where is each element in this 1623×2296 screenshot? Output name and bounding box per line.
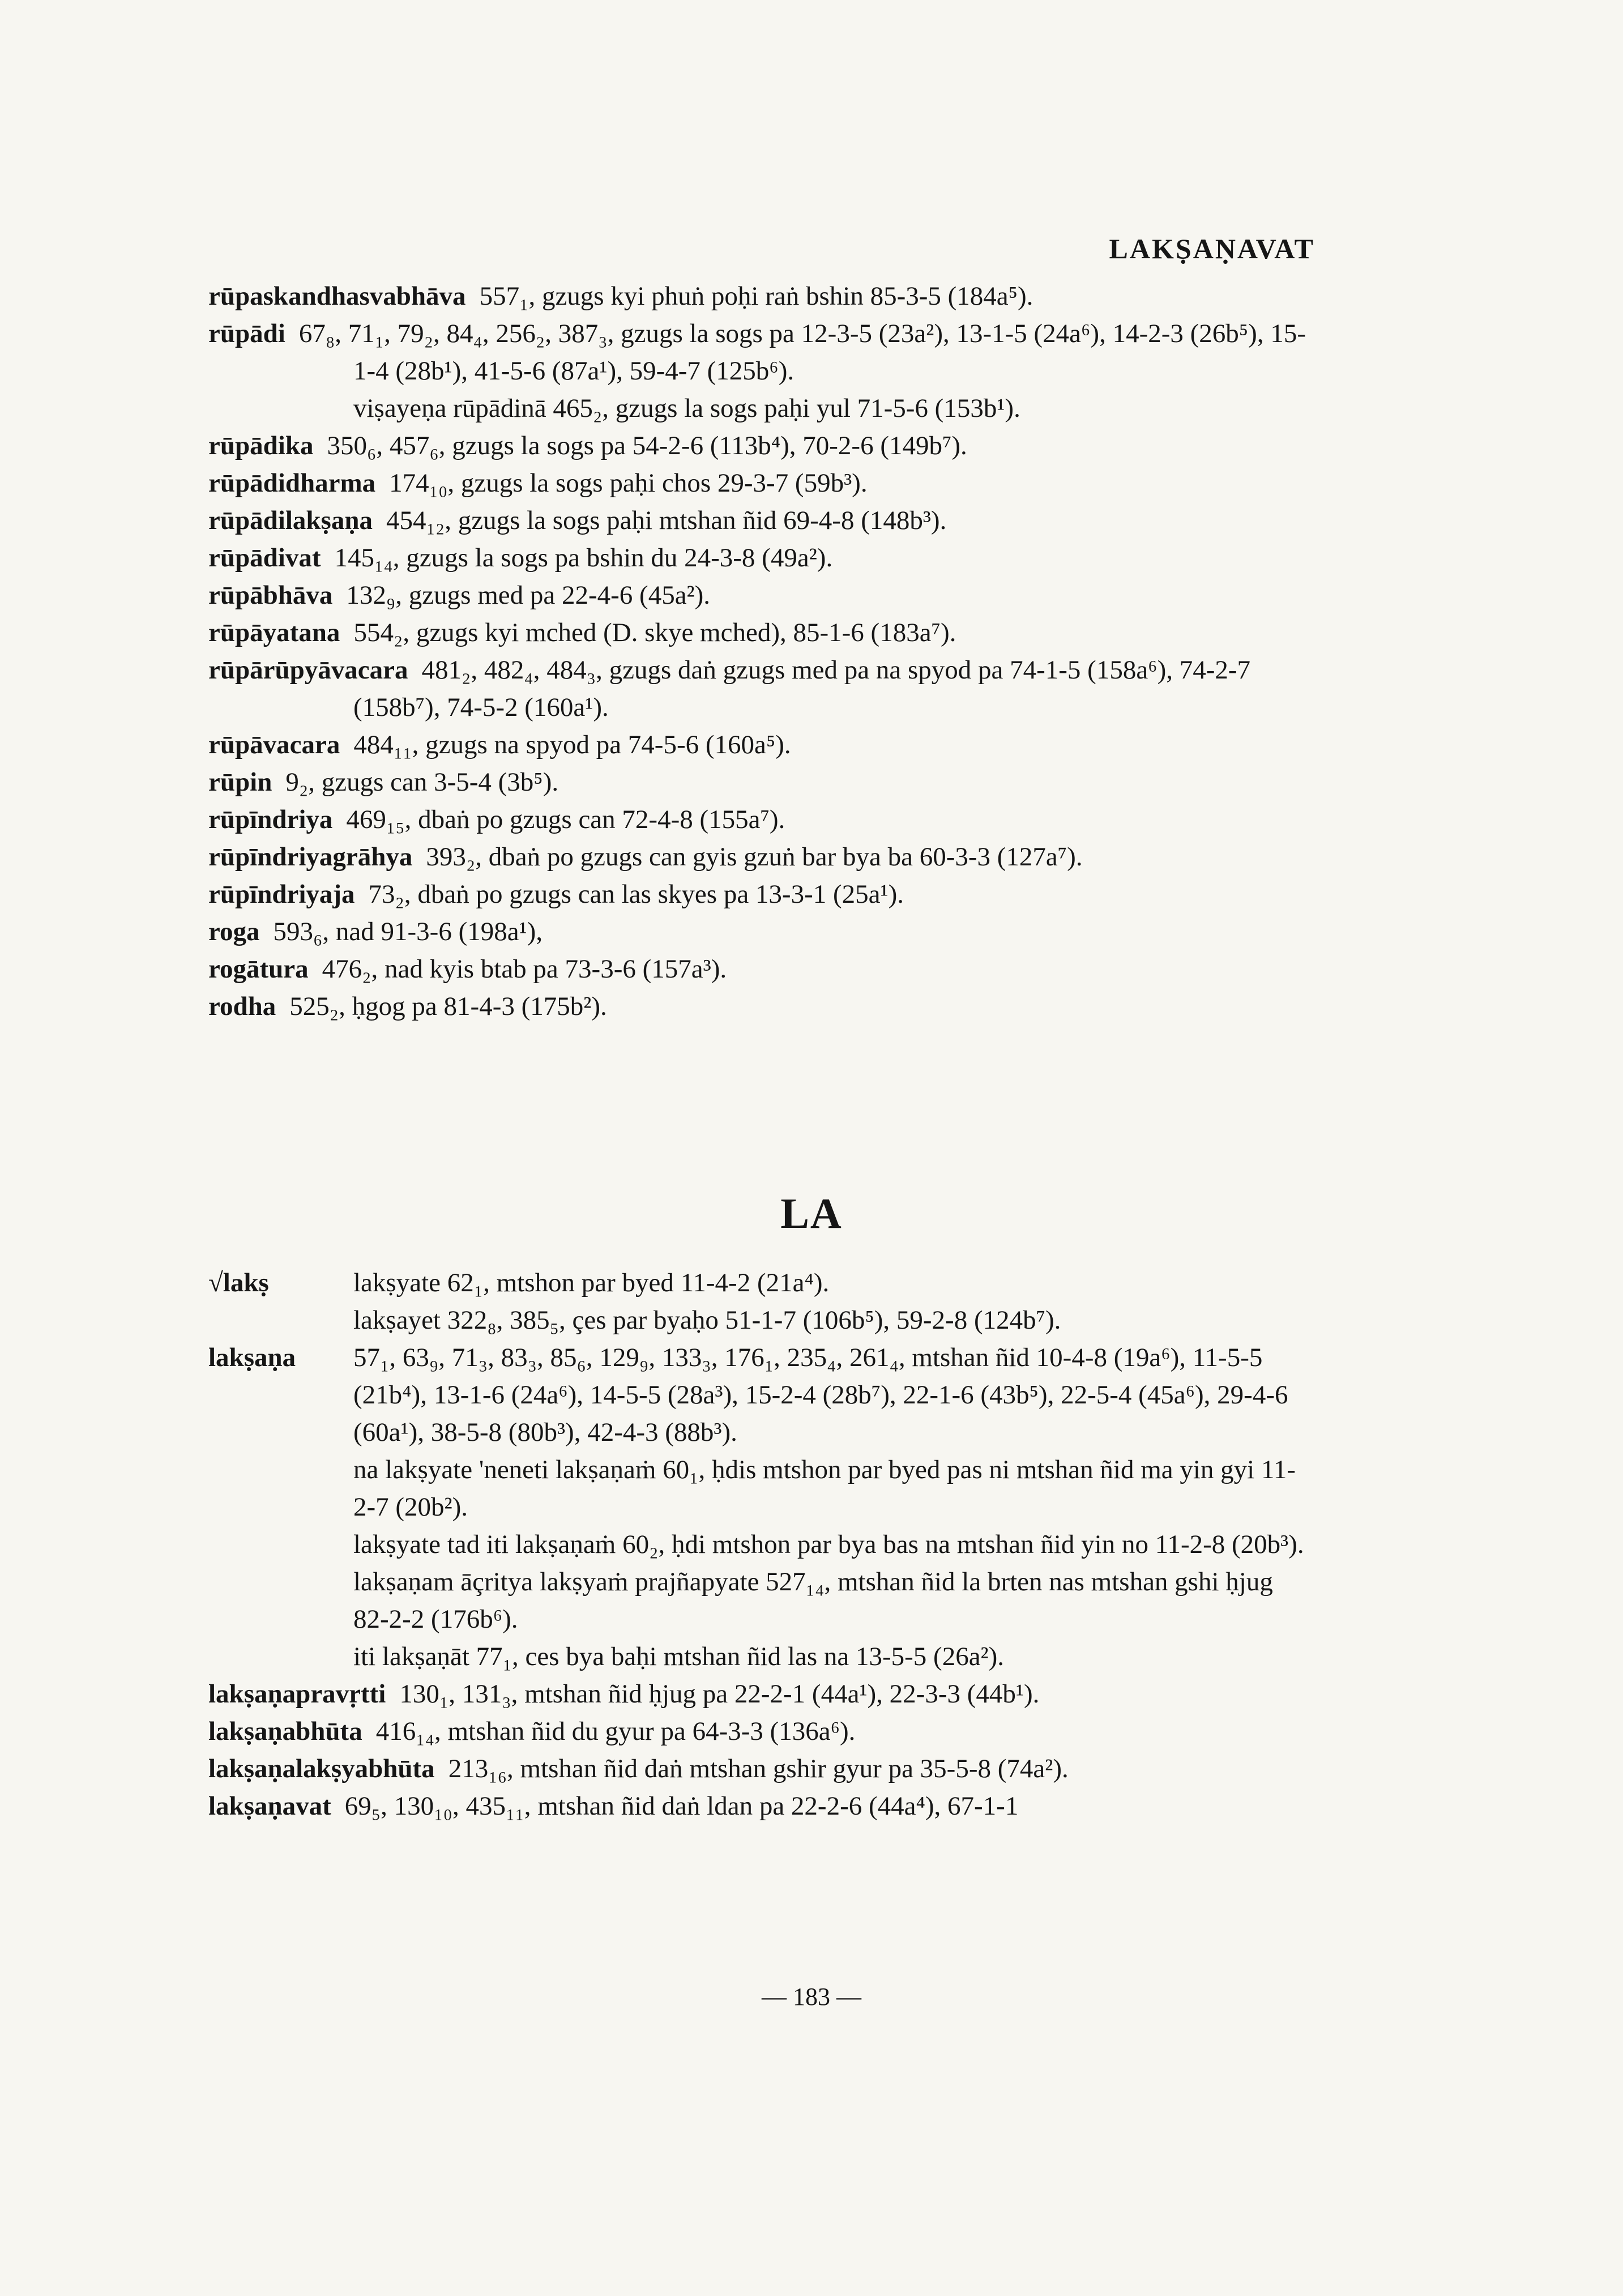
entry-subline: lakṣayet 322₈, 385₅, çes par byaḥo 51-1-7 (106b⁵), 59-2-8 (124b⁷).	[353, 1305, 1061, 1335]
entry-headword: roga	[208, 917, 260, 946]
entry-headword: lakṣaṇabhūta	[208, 1717, 362, 1746]
entry-text: 525₂, ḥgog pa 81-4-3 (175b²).	[289, 992, 607, 1021]
entry-text: 469₁₅, dbaṅ po gzugs can 72-4-8 (155a⁷).	[346, 805, 785, 834]
entry-headword: rūpādika	[208, 431, 314, 460]
entry-text: 132₉, gzugs med pa 22-4-6 (45a²).	[346, 581, 711, 610]
dictionary-entry	[208, 726, 1314, 763]
entry-headword: rogātura	[208, 954, 309, 984]
entry-text: 481₂, 482₄, 484₃, gzugs daṅ gzugs med pa na spyod pa 74-1-5 (158a⁶), 74-2-7 (158b⁷), 74-5-2 (160a¹).	[353, 655, 1251, 722]
dictionary-entry	[208, 1339, 1314, 1675]
entry-subline: lakṣyate tad iti lakṣaṇaṁ 60₂, ḥdi mtshon par bya bas na mtshan ñid yin no 11-2-8 (20b³).	[353, 1530, 1304, 1559]
entry-subline: iti lakṣaṇāt 77₁, ces bya baḥi mtshan ñid las na 13-5-5 (26a²).	[353, 1642, 1005, 1671]
dictionary-entry	[208, 1264, 1314, 1339]
dictionary-entry	[208, 614, 1314, 651]
entry-headword: √lakṣ	[208, 1268, 269, 1298]
entry-headword: lakṣaṇavat	[208, 1791, 331, 1821]
dictionary-entry	[208, 988, 1314, 1025]
dictionary-entry	[208, 838, 1314, 876]
entry-headword: rūpaskandhasvabhāva	[208, 281, 466, 311]
dictionary-entry	[208, 427, 1314, 464]
entry-subline: na lakṣyate 'neneti lakṣaṇaṁ 60₁, ḥdis mtshon par byed pas ni mtshan ñid ma yin gyi 11-2-7 (20b²).	[353, 1455, 1296, 1522]
entry-text: 557₁, gzugs kyi phuṅ poḥi raṅ bshin 85-3-5 (184a⁵).	[479, 281, 1033, 311]
entry-headword: rūpāvacara	[208, 730, 340, 759]
dictionary-entry	[208, 876, 1314, 913]
entry-text: 476₂, nad kyis btab pa 73-3-6 (157a³).	[322, 954, 727, 984]
entry-text: 145₁₄, gzugs la sogs pa bshin du 24-3-8 (49a²).	[334, 543, 833, 573]
entry-text: 554₂, gzugs kyi mched (D. skye mched), 85-1-6 (183a⁷).	[353, 618, 956, 647]
section-title: LA	[780, 1190, 843, 1237]
entry-text: 484₁₁, gzugs na spyod pa 74-5-6 (160a⁵).	[353, 730, 791, 759]
entry-subline: viṣayeṇa rūpādinā 465₂, gzugs la sogs paḥi yul 71-5-6 (153b¹).	[353, 394, 1020, 423]
entry-headword: rūpādilakṣaṇa	[208, 506, 373, 535]
dictionary-entry	[208, 651, 1314, 726]
dictionary-entry	[208, 763, 1314, 801]
entry-text: 454₁₂, gzugs la sogs paḥi mtshan ñid 69-4-8 (148b³).	[386, 506, 947, 535]
entry-text: 393₂, dbaṅ po gzugs can gyis gzuṅ bar bya ba 60-3-3 (127a⁷).	[426, 842, 1083, 872]
entry-text: 213₁₆, mtshan ñid daṅ mtshan gshir gyur pa 35-5-8 (74a²).	[448, 1754, 1069, 1783]
dictionary-entry	[208, 1675, 1314, 1713]
entry-headword: rūpādivat	[208, 543, 321, 573]
dictionary-entry	[208, 278, 1314, 315]
dictionary-entry	[208, 315, 1314, 427]
entry-text: 9₂, gzugs can 3-5-4 (3b⁵).	[285, 767, 559, 797]
entries-list-la	[208, 1264, 1314, 1825]
entry-headword: rūpin	[208, 767, 272, 797]
entry-subline: lakṣaṇam āçritya lakṣyaṁ prajñapyate 527₁₄, mtshan ñid la brten nas mtshan gshi ḥjug 82-2-2 (176b⁶).	[353, 1567, 1273, 1634]
entry-text: lakṣyate 62₁, mtshon par byed 11-4-2 (21a⁴).	[353, 1268, 830, 1298]
entry-headword: rodha	[208, 992, 276, 1021]
entry-headword: rūpābhāva	[208, 581, 333, 610]
entry-text: 174₁₀, gzugs la sogs paḥi chos 29-3-7 (59b³).	[389, 468, 868, 498]
entry-headword: rūpārūpyāvacara	[208, 655, 408, 685]
entries-list-r	[208, 278, 1314, 1025]
entry-text: 57₁, 63₉, 71₃, 83₃, 85₆, 129₉, 133₃, 176₁, 235₄, 261₄, mtshan ñid 10-4-8 (19a⁶), 11-5-5 (21b⁴), 13-1-6 (24a⁶), 14-5-5 (28a³), 15-2-4 (28b⁷), 22-1-6 (43b⁵), 22-5-4 (45a⁶), 29-4-6 (60a¹), 38-5-8 (80b³), 42-4-3 (88b³).	[353, 1343, 1288, 1447]
entry-headword: lakṣaṇa	[208, 1343, 296, 1372]
entry-text: 593₆, nad 91-3-6 (198a¹),	[273, 917, 543, 946]
dictionary-entry	[208, 1787, 1314, 1825]
entry-headword: rūpīndriya	[208, 805, 333, 834]
entry-text: 73₂, dbaṅ po gzugs can las skyes pa 13-3-1 (25a¹).	[368, 880, 904, 909]
entry-headword: lakṣaṇapravṛtti	[208, 1679, 386, 1709]
dictionary-entry	[208, 539, 1314, 577]
dictionary-entry	[208, 502, 1314, 539]
entry-headword: rūpāyatana	[208, 618, 340, 647]
dictionary-entry	[208, 577, 1314, 614]
entry-text: 69₅, 130₁₀, 435₁₁, mtshan ñid daṅ ldan pa 22-2-6 (44a⁴), 67-1-1	[344, 1791, 1019, 1821]
entry-headword: rūpīndriyagrāhya	[208, 842, 413, 872]
dictionary-entry	[208, 913, 1314, 950]
dictionary-entry	[208, 1750, 1314, 1787]
running-head: LAKṢAṆAVAT	[1109, 233, 1315, 264]
entry-headword: rūpādi	[208, 319, 285, 348]
entry-headword: rūpādidharma	[208, 468, 376, 498]
dictionary-entry	[208, 1713, 1314, 1750]
entry-text: 416₁₄, mtshan ñid du gyur pa 64-3-3 (136a⁶).	[375, 1717, 856, 1746]
dictionary-entry	[208, 950, 1314, 988]
page-number: — 183 —	[762, 1983, 861, 2011]
entry-text: 130₁, 131₃, mtshan ñid ḥjug pa 22-2-1 (44a¹), 22-3-3 (44b¹).	[399, 1679, 1040, 1709]
dictionary-entry	[208, 464, 1314, 502]
entry-headword: lakṣaṇalakṣyabhūta	[208, 1754, 435, 1783]
entry-headword: rūpīndriyaja	[208, 880, 355, 909]
entry-text: 67₈, 71₁, 79₂, 84₄, 256₂, 387₃, gzugs la sogs pa 12-3-5 (23a²), 13-1-5 (24a⁶), 14-2-3 (26b⁵), 15-1-4 (28b¹), 41-5-6 (87a¹), 59-4-7 (125b⁶).	[298, 319, 1306, 386]
dictionary-entry	[208, 801, 1314, 838]
entry-text: 350₆, 457₆, gzugs la sogs pa 54-2-6 (113b⁴), 70-2-6 (149b⁷).	[327, 431, 967, 460]
